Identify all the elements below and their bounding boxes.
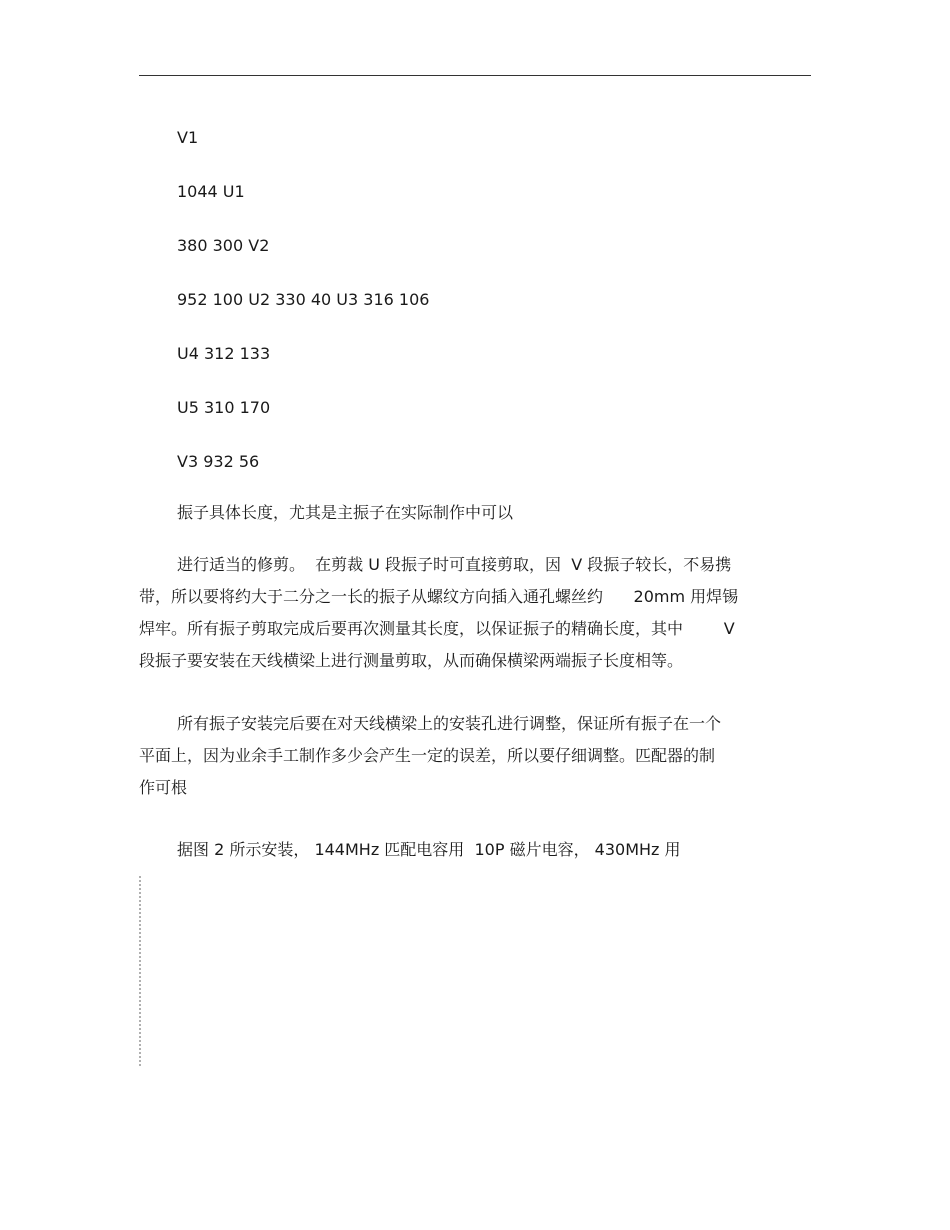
text-line: U5 310 170 [177,398,271,417]
paragraph-line: 作可根 [139,778,188,797]
paragraph-line: 进行适当的修剪。 在剪裁 U 段振子时可直接剪取，因 V 段振子较长，不易携 [177,555,732,574]
paragraph-line: 段振子要安装在天线横梁上进行测量剪取，从而确保横梁两端振子长度相等。 [139,651,684,670]
paragraph-matcher [139,834,799,866]
text-line: U4 312 133 [177,344,271,363]
paragraph-trimming [139,549,799,677]
paragraph-line: 带，所以要将约大于二分之一长的振子从螺纹方向插入通孔螺丝约 20mm 用焊锡 [139,587,739,606]
text-line: V3 932 56 [177,452,260,471]
text-line: 952 100 U2 330 40 U3 316 106 [177,290,430,309]
text-line: V1 [177,128,199,147]
dotted-margin-marker [139,876,141,1066]
header-rule [139,75,811,76]
paragraph-line: 平面上，因为业余手工制作多少会产生一定的误差，所以要仔细调整。匹配器的制 [139,746,716,765]
text-line: 1044 U1 [177,182,245,201]
text-line: 振子具体长度，尤其是主振子在实际制作中可以 [177,503,514,522]
paragraph-adjustment [139,708,799,804]
text-line: 380 300 V2 [177,236,270,255]
paragraph-line: 据图 2 所示安装， 144MHz 匹配电容用 10P 磁片电容， 430MHz 用 [177,840,681,859]
paragraph-line: 所有振子安装完后要在对天线横梁上的安装孔进行调整，保证所有振子在一个 [177,714,722,733]
paragraph-line: 焊牢。所有振子剪取完成后要再次测量其长度，以保证振子的精确长度，其中 V [139,619,735,638]
